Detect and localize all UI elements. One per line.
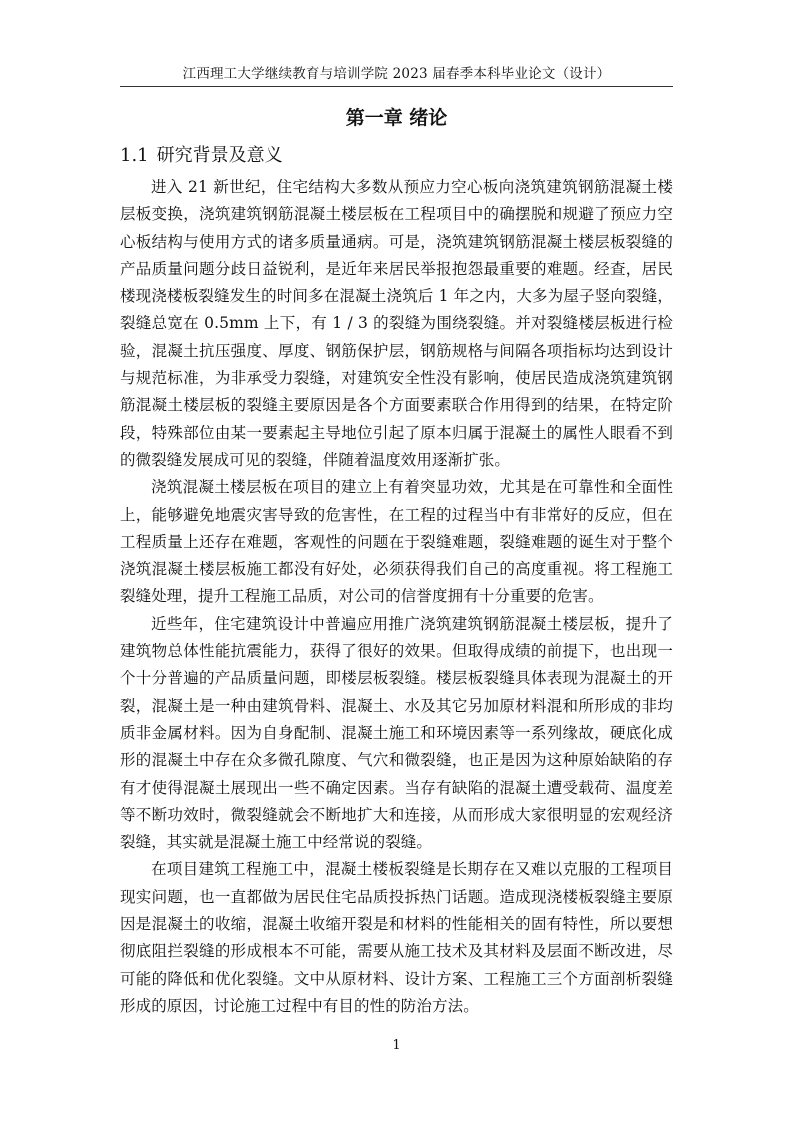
section-title: 研究背景及意义 xyxy=(156,145,283,166)
paragraph: 进入 21 新世纪，住宅结构大多数从预应力空心板向浇筑建筑钢筋混凝土楼层板变换，浇筑建筑钢筋混凝土楼层板在工程项目中的确摆脱和规避了预应力空心板结构与使用方式的诸多质量通病。可是，浇筑建筑钢筋混凝土楼层板裂缝的产品质量问题分歧日益锐利，是近年来居民举报抱怨最重要的难题。经查，居民楼现浇楼板裂缝发生的时间多在混凝土浇筑后 1 年之内，大多为屋子竖向裂缝，裂缝总宽在 0.5mm 上下，有 1 / 3 的裂缝为围绕裂缝。并对裂缝楼层板进行检验，混凝土抗压强度、厚度、钢筋保护层，钢筋规格与间隔各项指标均达到设计与规范标准，为非承受力裂缝，对建筑安全性没有影响，使居民造成浇筑建筑钢筋混凝土楼层板的裂缝主要原因是各个方面要素联合作用得到的结果，在特定阶段，特殊部位由某一要素起主导地位引起了原本归属于混凝土的属性人眼看不到的微裂缝发展成可见的裂缝，伴随着温度效用逐渐扩张。 xyxy=(120,178,673,469)
page-number: 1 xyxy=(392,1038,401,1053)
header-divider xyxy=(120,86,673,87)
paragraph: 在项目建筑工程施工中，混凝土楼板裂缝是长期存在又难以克服的工程项目现实问题，也一直都做为居民住宅品质投拆热门话题。造成现浇楼板裂缝主要原因是混凝土的收缩，混凝土收缩开裂是和材料的性能相关的固有特性，所以要想彻底阻拦裂缝的形成根本不可能，需要从施工技术及其材料及层面不断改进，尽可能的降低和优化裂缝。文中从原材料、设计方案、工程施工三个方面剖析裂缝形成的原因，讨论施工过程中有目的性的防治方法。 xyxy=(120,860,673,1015)
running-header: 江西理工大学继续教育与培训学院 2023 届春季本科毕业论文（设计） xyxy=(182,66,611,82)
section-heading xyxy=(120,142,673,170)
chapter-title: 第一章 绪论 xyxy=(345,107,448,129)
paragraph: 浇筑混凝土楼层板在项目的建立上有着突显功效，尤其是在可靠性和全面性上，能够避免地震灾害导致的危害性，在工程的过程当中有非常好的反应，但在工程质量上还存在难题，客观性的问题在于裂缝难题，裂缝难题的诞生对于整个浇筑混凝土楼层板施工都没有好处，必须获得我们自己的高度重视。将工程施工裂缝处理，提升工程施工品质，对公司的信誉度拥有十分重要的危害。 xyxy=(120,478,673,606)
section-number: 1.1 xyxy=(120,145,149,166)
paragraph: 近些年，住宅建筑设计中普遍应用推广浇筑建筑钢筋混凝土楼层板，提升了建筑物总体性能抗震能力，获得了很好的效果。但取得成绩的前提下，也出现一个十分普遍的产品质量问题，即楼层板裂缝。楼层板裂缝具体表现为混凝土的开裂，混凝土是一种由建筑骨料、混凝土、水及其它另加原材料混和所形成的非均质非金属材料。因为自身配制、混凝土施工和环境因素等一系列缘故，硬底化成形的混凝土中存在众多微孔隙度、气穴和微裂缝，也正是因为这种原始缺陷的存有才使得混凝土展现出一些不确定因素。当存有缺陷的混凝土遭受载荷、温度差等不断功效时，微裂缝就会不断地扩大和连接，从而形成大家很明显的宏观经济裂缝，其实就是混凝土施工中经常说的裂缝。 xyxy=(120,614,673,852)
body-text xyxy=(120,174,673,1020)
